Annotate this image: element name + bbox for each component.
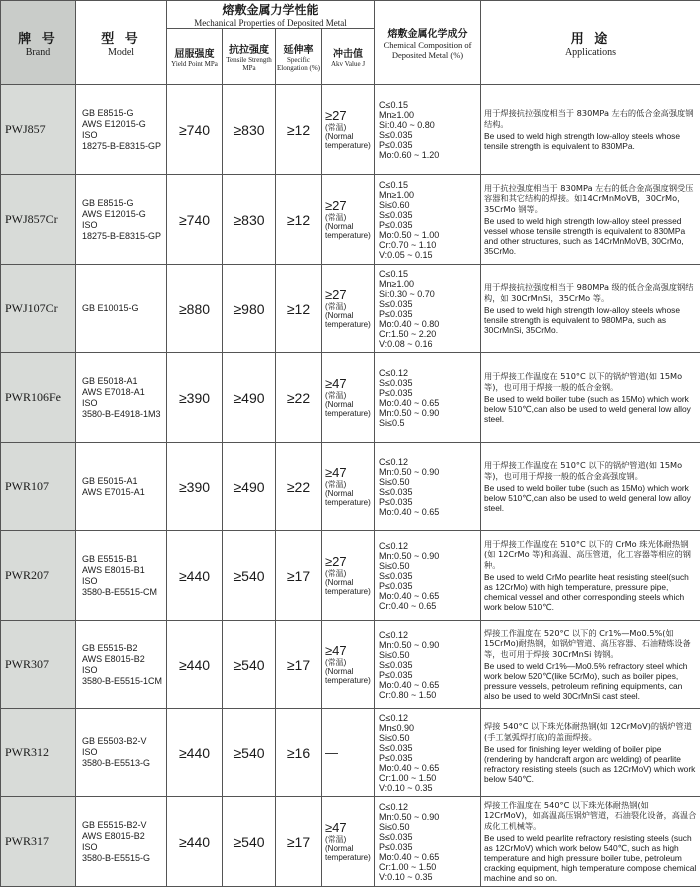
header-impact-cn: 冲击值 (333, 49, 363, 60)
application-cn: 焊接工作温度在 540°C 以下珠光体耐热钢(如 12CrMoV)，如高温高压锅炉管道，石油裂化设备，高温合成化工机械等。 (484, 799, 697, 831)
impact-cell (322, 709, 375, 797)
header-app-cn: 用 途 (570, 31, 611, 47)
tensile-cell: ≥540 (223, 621, 276, 709)
impact-cn: (常温) (325, 835, 347, 844)
elongation-cell: ≥12 (276, 265, 322, 353)
tensile-cell: ≥980 (223, 265, 276, 353)
chemistry-cell: C≤0.15 Mn≥1.00 Si:0.30 ~ 0.70 S≤0.035 P≤0.035 Mo:0.40 ~ 0.80 Cr:1.50 ~ 2.20 V:0.08 ~ 0.16 (375, 265, 481, 353)
application-cn: 焊接工作温度在 520°C 以下的 Cr1%—Mo0.5%(如 15CrMo)耐热钢，如锅炉管道、高压容器、石油精炼设备等，也可用于焊接 30CrMnSi 铸钢。 (484, 627, 691, 659)
table-row (1, 175, 700, 265)
header-impact (322, 29, 375, 85)
application-cn: 用于焊接工作温度在 510°C 以下的锅炉管道(如 15Mo 等)，也可用于焊接一般的低合金高强度钢。 (484, 460, 683, 481)
elongation-cell: ≥22 (276, 353, 322, 443)
header-chemical (375, 1, 481, 85)
impact-value: ≥47 (325, 643, 347, 658)
application-cell (481, 175, 700, 265)
impact-cell (322, 443, 375, 531)
application-cn: 用于焊接抗拉强度相当于 830MPa 左右的低合金高强度钢结构。 (484, 108, 694, 129)
brand-cell: PWR106Fe (1, 353, 76, 443)
elongation-cell: ≥17 (276, 531, 322, 621)
chemistry-cell: C≤0.15 Mn≥1.00 Si:0.40 ~ 0.80 S≤0.035 P≤0.035 Mo:0.60 ~ 1.20 (375, 85, 481, 175)
yield-cell: ≥440 (167, 709, 223, 797)
impact-value: ≥47 (325, 820, 347, 835)
header-app-en: Applications (564, 46, 617, 58)
yield-cell: ≥390 (167, 443, 223, 531)
application-cell (481, 531, 700, 621)
chemistry-cell: C≤0.12 Mn:0.50 ~ 0.90 Si≤0.50 S≤0.035 P≤0.035 Mo:0.40 ~ 0.65 (375, 443, 481, 531)
header-brand-cn: 牌 号 (18, 31, 58, 47)
model-cell: GB E8515-G AWS E12015-G ISO 18275-B-E8315-GP (76, 85, 167, 175)
impact-cn: (常温) (325, 213, 347, 222)
application-cell (481, 621, 700, 709)
application-cn: 焊接 540°C 以下珠光体耐热钢(如 12CrMoV)的锅炉管道(手工氩弧焊打底)的盖面焊接。 (484, 721, 692, 742)
chemistry-cell: C≤0.12 Mn:0.50 ~ 0.90 Si≤0.50 S≤0.035 P≤0.035 Mo:0.40 ~ 0.65 Cr:0.80 ~ 1.50 (375, 621, 481, 709)
impact-value: — (325, 744, 338, 760)
tensile-cell: ≥830 (223, 85, 276, 175)
impact-cn: (常温) (325, 480, 347, 489)
model-cell: GB E5018-A1 AWS E7018-A1 ISO 3580-B-E4918-1M3 (76, 353, 167, 443)
header-chem-cn: 熔敷金属化学成分 (387, 29, 468, 40)
application-cell (481, 443, 700, 531)
header-mechanical (167, 1, 375, 29)
model-cell: GB E5015-A1 AWS E7015-A1 (76, 443, 167, 531)
elongation-cell: ≥12 (276, 175, 322, 265)
header-brand-en: Brand (25, 46, 51, 58)
impact-en: (Normal temperature) (325, 667, 371, 685)
elongation-cell: ≥22 (276, 443, 322, 531)
elongation-cell: ≥17 (276, 797, 322, 887)
brand-cell: PWJ107Cr (1, 265, 76, 353)
header-yield-en: Yield Point MPa (171, 60, 218, 68)
table-row (1, 709, 700, 797)
impact-value: ≥47 (325, 376, 347, 391)
application-en: Be used to weld high strength low-alloy steels whose tensile strength is equivalent to 980MPa, such as 30CrMnSi, 35CrMo. (484, 305, 681, 335)
yield-cell: ≥440 (167, 797, 223, 887)
tensile-cell: ≥540 (223, 531, 276, 621)
application-cell (481, 353, 700, 443)
impact-en: (Normal temperature) (325, 132, 371, 150)
impact-en: (Normal temperature) (325, 844, 371, 862)
impact-en: (Normal temperature) (325, 222, 371, 240)
impact-value: ≥27 (325, 198, 347, 213)
model-cell: GB E5515-B1 AWS E8015-B1 ISO 3580-B-E5515-CM (76, 531, 167, 621)
impact-en: (Normal temperature) (325, 578, 371, 596)
model-cell: GB E5515-B2-V AWS E8015-B2 ISO 3580-B-E5515-G (76, 797, 167, 887)
model-cell: GB E5515-B2 AWS E8015-B2 ISO 3580-B-E5515-1CM (76, 621, 167, 709)
impact-value: ≥27 (325, 554, 347, 569)
impact-cell (322, 797, 375, 887)
impact-en: (Normal temperature) (325, 311, 371, 329)
header-applications (481, 1, 700, 85)
chemistry-cell: C≤0.12 S≤0.035 P≤0.035 Mo:0.40 ~ 0.65 Mn:0.50 ~ 0.90 Si≤0.5 (375, 353, 481, 443)
application-cn: 用于焊接抗拉强度相当于 980MPa 级的低合金高强度钢结构，如 30CrMnSi，35CrMo 等。 (484, 282, 694, 303)
impact-cell (322, 353, 375, 443)
header-tensile-en: Tensile Strength MPa (226, 56, 272, 72)
header-impact-en: Akv Value J (330, 60, 366, 68)
elongation-cell: ≥17 (276, 621, 322, 709)
impact-cell (322, 621, 375, 709)
tensile-cell: ≥830 (223, 175, 276, 265)
impact-value: ≥27 (325, 108, 347, 123)
header-model (76, 1, 167, 85)
yield-cell: ≥880 (167, 265, 223, 353)
header-model-cn: 型 号 (101, 31, 141, 47)
brand-cell: PWR207 (1, 531, 76, 621)
application-cell (481, 797, 700, 887)
impact-en: (Normal temperature) (325, 400, 371, 418)
header-mech-cn: 熔敷金属力学性能 (222, 3, 319, 17)
application-en: Be used to weld pearlite refractory resisting steels (such as 12CrMoV) which work below 540℃, such as high temperature and high pressure boiler tube, petroleum cracking equipment, high temperature compose chemical machine and so on. (484, 833, 697, 884)
header-elong-en: Specific Elongation (%) (277, 56, 320, 72)
model-cell: GB E5503-B2-V ISO 3580-B-E5513-G (76, 709, 167, 797)
header-yield (167, 29, 223, 85)
application-cell (481, 85, 700, 175)
application-cn: 用于焊接工作温度在 510°C 以下的 CrMo 珠光体耐热钢(如 12CrMo 等)和高温、高压管道，化工容器等相应的钢种。 (484, 538, 691, 570)
yield-cell: ≥390 (167, 353, 223, 443)
impact-cell (322, 85, 375, 175)
impact-cell (322, 175, 375, 265)
yield-cell: ≥740 (167, 85, 223, 175)
header-mech-en: Mechanical Properties of Deposited Metal (194, 18, 347, 28)
elongation-cell: ≥12 (276, 85, 322, 175)
header-brand (1, 1, 76, 85)
tensile-cell: ≥540 (223, 797, 276, 887)
table-row (1, 443, 700, 531)
application-en: Be used to weld high strength low-alloy steels whose tensile strength is equivalent to 830MPa. (484, 131, 681, 151)
impact-cell (322, 265, 375, 353)
impact-value: ≥47 (325, 465, 347, 480)
application-en: Be used to weld high strength low-alloy steel pressed vessel whose tensile strength is equivalent to 830MPa and other structures, such as 14CrMnMoVB, 30CrMo, 35CrMo. (484, 216, 686, 257)
yield-cell: ≥440 (167, 531, 223, 621)
tensile-cell: ≥490 (223, 353, 276, 443)
table-row (1, 797, 700, 887)
model-cell: GB E10015-G (76, 265, 167, 353)
header-tensile-cn: 抗拉强度 (229, 45, 269, 56)
brand-cell: PWJ857Cr (1, 175, 76, 265)
table-row (1, 85, 700, 175)
impact-cn: (常温) (325, 123, 347, 132)
impact-cell (322, 531, 375, 621)
brand-cell: PWR312 (1, 709, 76, 797)
impact-en: (Normal temperature) (325, 489, 371, 507)
table-row (1, 353, 700, 443)
application-en: Be used to weld CrMo pearlite heat resisting steel(such as 12CrMo) with high temperature, pressure pipe, chemical vessel and other corresponding steels which work below 510℃. (484, 572, 689, 613)
application-en: Be used to weld boiler tube (such as 15Mo) which work below 510℃,can also be used to weld general low alloy steel. (484, 394, 691, 424)
header-tensile (223, 29, 276, 85)
impact-value: ≥27 (325, 287, 347, 302)
header-elong-cn: 延伸率 (283, 45, 314, 56)
table-row (1, 265, 700, 353)
application-cn: 用于焊接工作温度在 510°C 以下的锅炉管道(如 15Mo 等)，也可用于焊接一般的低合金钢。 (484, 371, 683, 392)
chemistry-cell: C≤0.12 Mn:0.50 ~ 0.90 Si≤0.50 S≤0.035 P≤0.035 Mo:0.40 ~ 0.65 Cr:0.40 ~ 0.65 (375, 531, 481, 621)
table-row (1, 531, 700, 621)
table-row (1, 621, 700, 709)
brand-cell: PWR317 (1, 797, 76, 887)
impact-cn: (常温) (325, 658, 347, 667)
impact-cn: (常温) (325, 391, 347, 400)
brand-cell: PWR307 (1, 621, 76, 709)
chemistry-cell: C≤0.12 Mn≤0.90 Si≤0.50 S≤0.035 P≤0.035 Mo:0.40 ~ 0.65 Cr:1.00 ~ 1.50 V:0.10 ~ 0.35 (375, 709, 481, 797)
brand-cell: PWJ857 (1, 85, 76, 175)
brand-cell: PWR107 (1, 443, 76, 531)
impact-cn: (常温) (325, 302, 347, 311)
impact-cn: (常温) (325, 569, 347, 578)
header-model-en: Model (107, 46, 135, 58)
table-body (1, 85, 700, 887)
application-cn: 用于抗拉强度相当于 830MPa 左右的低合金高强度钢受压容器和其它结构的焊接。如14CrMnMoVB，30CrMo，35CrMo 钢等。 (484, 182, 694, 214)
application-cell (481, 709, 700, 797)
application-en: Be used to weld boiler tube (such as 15Mo) which work below 510℃,can also be used to weld general low alloy steel. (484, 483, 691, 513)
yield-cell: ≥740 (167, 175, 223, 265)
header-elongation (276, 29, 322, 85)
application-en: Be used for finishing leyer welding of boiler pipe (rendering by handcraft argon arc welding) of pearlite refractory resisting steels (such as 12CrMoV) which work below 540℃. (484, 744, 696, 784)
tensile-cell: ≥490 (223, 443, 276, 531)
model-cell: GB E8515-G AWS E12015-G ISO 18275-B-E8315-GP (76, 175, 167, 265)
application-cell (481, 265, 700, 353)
elongation-cell: ≥16 (276, 709, 322, 797)
yield-cell: ≥440 (167, 621, 223, 709)
tensile-cell: ≥540 (223, 709, 276, 797)
chemistry-cell: C≤0.15 Mn≥1.00 Si≤0.60 S≤0.035 P≤0.035 Mo:0.50 ~ 1.00 Cr:0.70 ~ 1.10 V:0.05 ~ 0.15 (375, 175, 481, 265)
header-yield-cn: 屈服强度 (174, 49, 215, 60)
chemistry-cell: C≤0.12 Mn:0.50 ~ 0.90 Si≤0.50 S≤0.035 P≤0.035 Mo:0.40 ~ 0.65 Cr:1.00 ~ 1.50 V:0.10 ~ 0.35 (375, 797, 481, 887)
header-chem-en: Chemical Composition of Deposited Metal (%) (383, 40, 472, 60)
application-en: Be used to weld Cr1%—Mo0.5% refractory steel which work below 520℃(like 5CrMo), such as boiler pipes, pressure vessels, petroleum refining equipments, can also be used to weld 30CrMnSi cast steel. (484, 661, 688, 702)
